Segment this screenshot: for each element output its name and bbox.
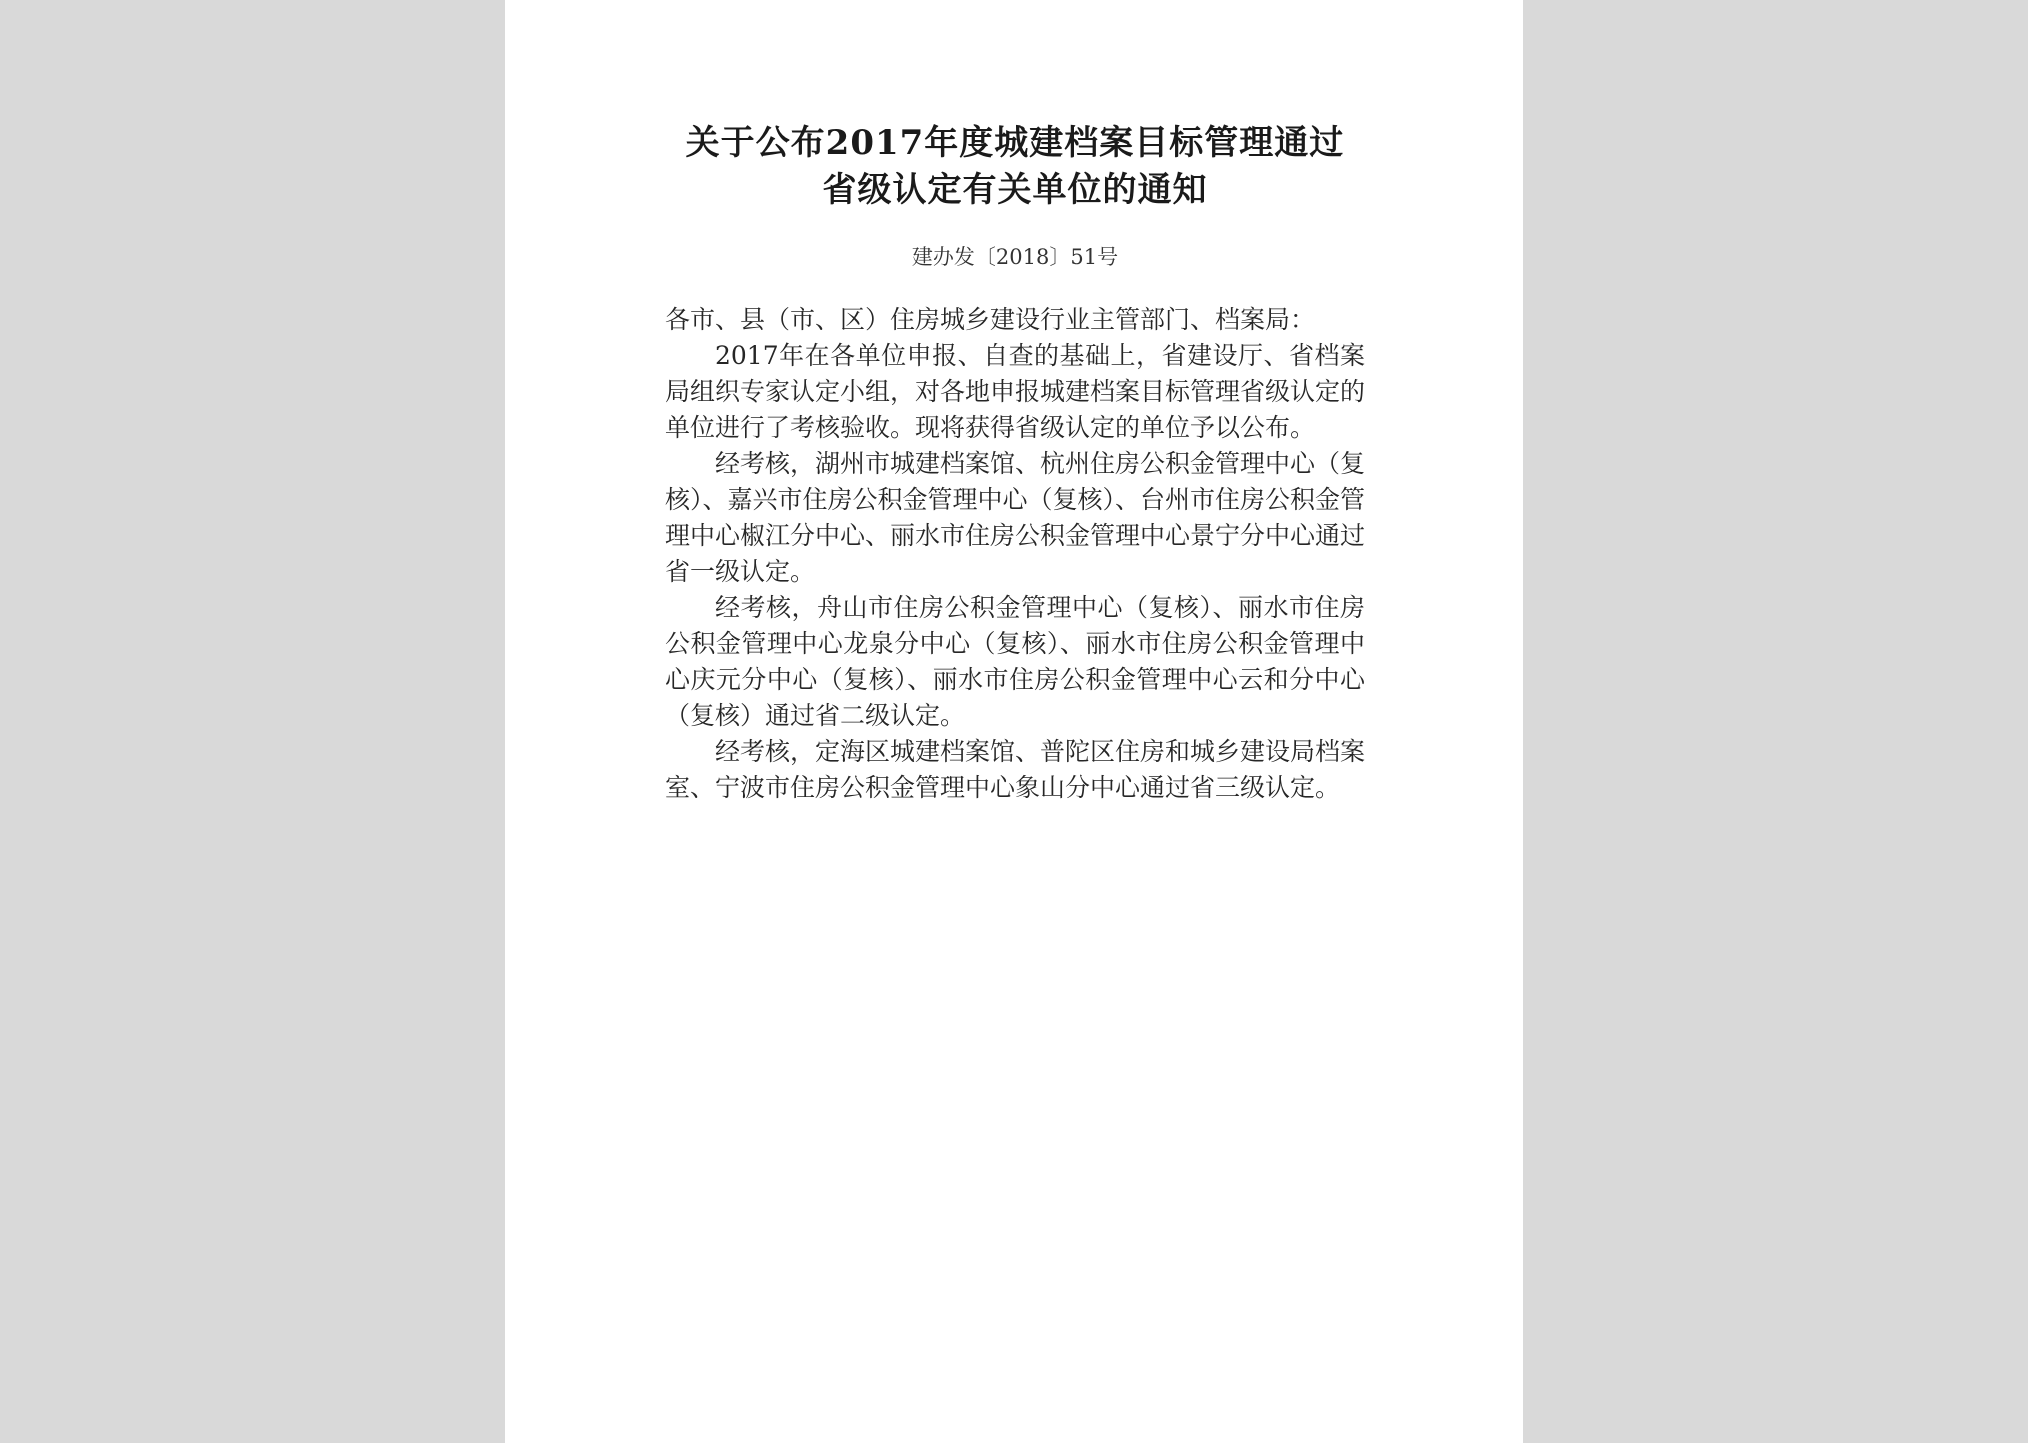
page-content: [665, 120, 1365, 806]
salutation: 各市、县（市、区）住房城乡建设行业主管部门、档案局：: [665, 305, 1316, 334]
paragraph-2: 经考核，湖州市城建档案馆、杭州住房公积金管理中心（复核）、嘉兴市住房公积金管理中心（复核）、台州市住房公积金管理中心椒江分中心、丽水市住房公积金管理中心景宁分中心通过省一级认定。: [665, 449, 1366, 586]
paragraph-1: 2017年在各单位申报、自查的基础上，省建设厅、省档案局组织专家认定小组，对各地申报城建档案目标管理省级认定的单位进行了考核验收。现将获得省级认定的单位予以公布。: [665, 341, 1366, 442]
document-number: 建办发〔2018〕51号: [911, 245, 1119, 269]
document-title: [665, 120, 1365, 214]
document-body: [665, 302, 1365, 806]
paragraph-3: 经考核，舟山市住房公积金管理中心（复核）、丽水市住房公积金管理中心龙泉分中心（复核）、丽水市住房公积金管理中心庆元分中心（复核）、丽水市住房公积金管理中心云和分中心（复核）通过省二级认定。: [665, 593, 1365, 730]
document-page: [505, 0, 1523, 1443]
title-line-2: 省级认定有关单位的通知: [822, 170, 1208, 210]
paragraph-4: 经考核，定海区城建档案馆、普陀区住房和城乡建设局档案室、宁波市住房公积金管理中心象山分中心通过省三级认定。: [665, 737, 1366, 802]
title-line-1: 关于公布2017年度城建档案目标管理通过: [685, 123, 1345, 163]
